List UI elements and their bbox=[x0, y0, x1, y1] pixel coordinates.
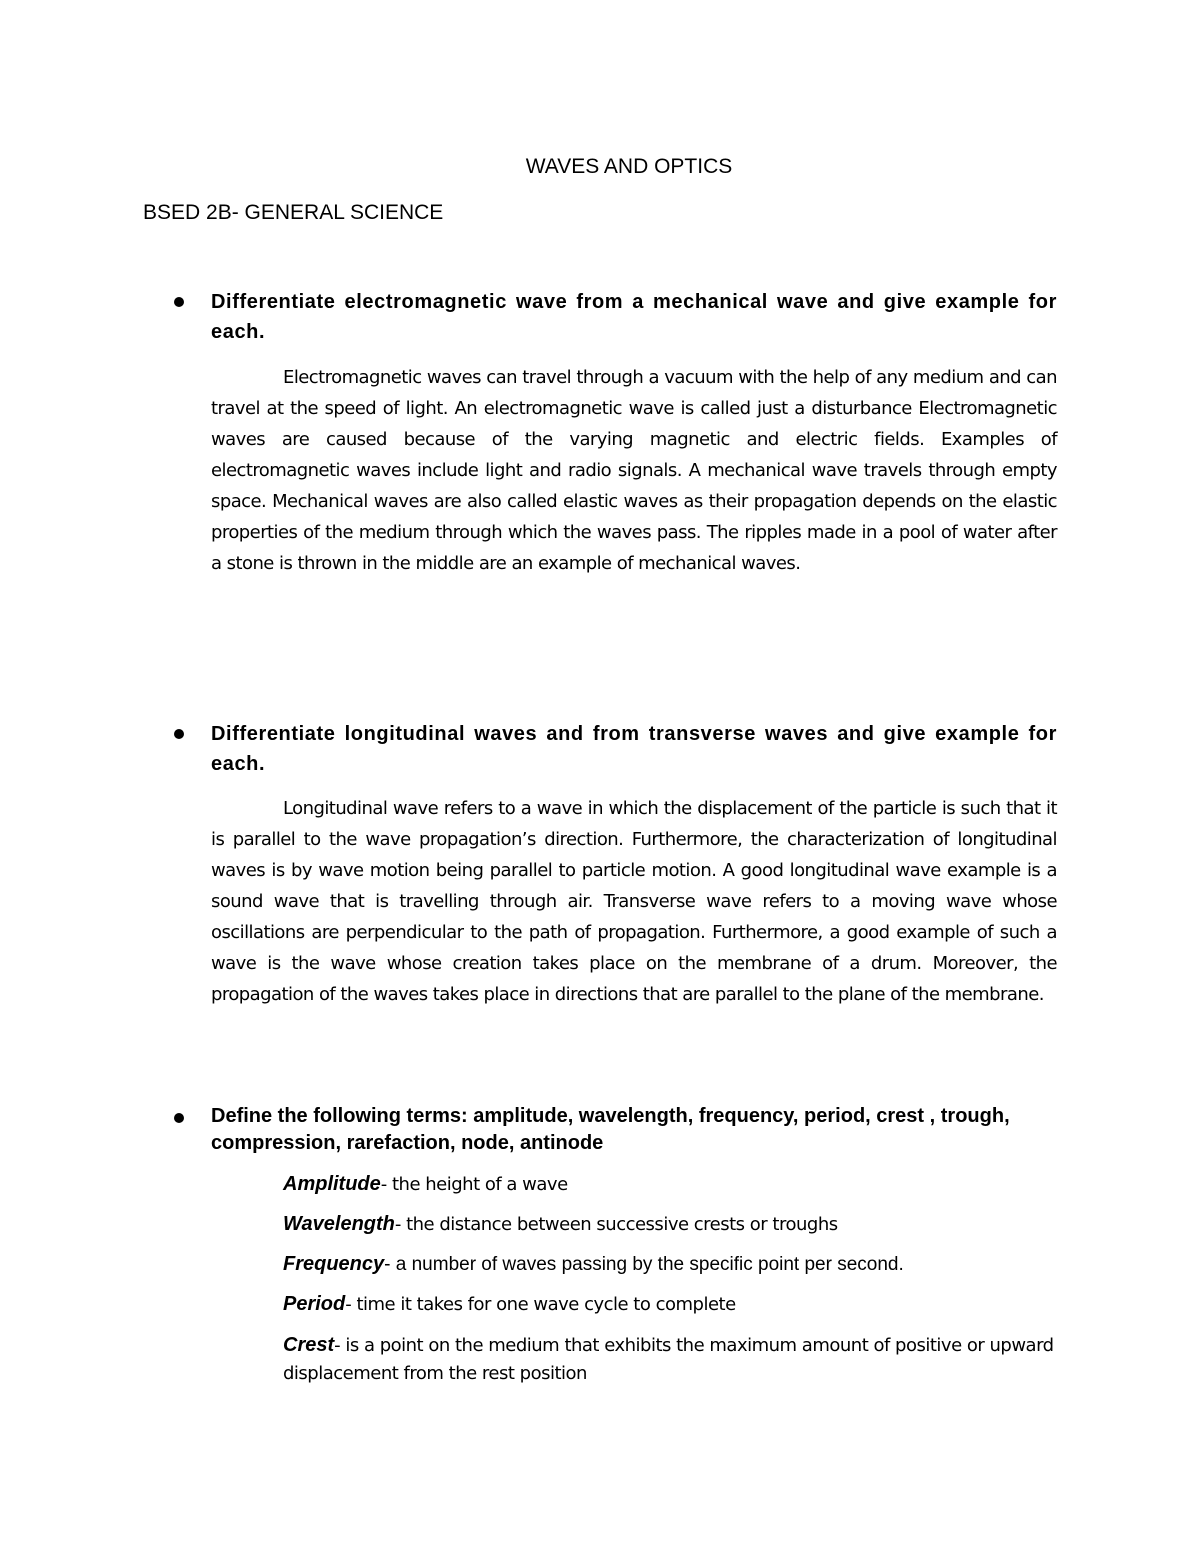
document-title: WAVES AND OPTICS bbox=[525, 155, 733, 178]
term-name: Frequency bbox=[283, 1253, 385, 1275]
term-period bbox=[283, 1290, 1059, 1319]
question-2: Differentiate longitudinal waves and from transverse waves and give example for each. bbox=[211, 723, 1057, 775]
answer-1: Electromagnetic waves can travel through a vacuum with the help of any medium and can travel at the speed of light. An electromagnetic wave is called just a disturbance Electromagnetic waves are caused because of the varying magnetic and electric fields. Examples of electromagnetic waves include light and radio signals. A mechanical wave travels through empty space. Mechanical waves are also called elastic waves as their propagation depends on the elastic properties of the medium through which the waves pass. The ripples made in a pool of water after a stone is thrown in the middle are an example of mechanical waves. bbox=[211, 367, 1057, 574]
term-frequency bbox=[283, 1250, 1059, 1279]
document-subtitle: BSED 2B- GENERAL SCIENCE bbox=[143, 201, 444, 224]
term-name: Period bbox=[283, 1293, 346, 1315]
term-name: Amplitude bbox=[283, 1173, 381, 1195]
term-definition: - a number of waves passing by the specific point per second. bbox=[384, 1254, 904, 1275]
term-wavelength bbox=[283, 1210, 1059, 1239]
term-definition: - time it takes for one wave cycle to complete bbox=[345, 1294, 736, 1315]
bullet-icon bbox=[174, 297, 184, 307]
term-name: Crest bbox=[283, 1334, 335, 1356]
question-3: Define the following terms: amplitude, wavelength, frequency, period, crest , trough, compression, rarefaction, node, antinode bbox=[211, 1105, 1010, 1154]
term-crest bbox=[283, 1331, 1059, 1388]
term-definition: - is a point on the medium that exhibits the maximum amount of positive or upward displacement from the rest position bbox=[283, 1335, 1054, 1384]
answer-2: Longitudinal wave refers to a wave in which the displacement of the particle is such that it is parallel to the wave propagation’s direction. Furthermore, the characterization of longitudinal waves is by wave motion being parallel to particle motion. A good longitudinal wave example is a sound wave that is travelling through air. Transverse wave refers to a moving wave whose oscillations are perpendicular to the path of propagation. Furthermore, a good example of such a wave is the wave whose creation takes place on the membrane of a drum. Moreover, the propagation of the waves takes place in directions that are parallel to the plane of the membrane. bbox=[211, 798, 1057, 1005]
term-amplitude bbox=[283, 1170, 1059, 1199]
question-1: Differentiate electromagnetic wave from a mechanical wave and give example for each. bbox=[211, 291, 1057, 343]
bullet-icon bbox=[174, 1113, 184, 1123]
term-name: Wavelength bbox=[283, 1213, 395, 1235]
term-definition: - the distance between successive crests or troughs bbox=[394, 1214, 838, 1235]
bullet-icon bbox=[174, 729, 184, 739]
term-definition: - the height of a wave bbox=[380, 1174, 568, 1195]
